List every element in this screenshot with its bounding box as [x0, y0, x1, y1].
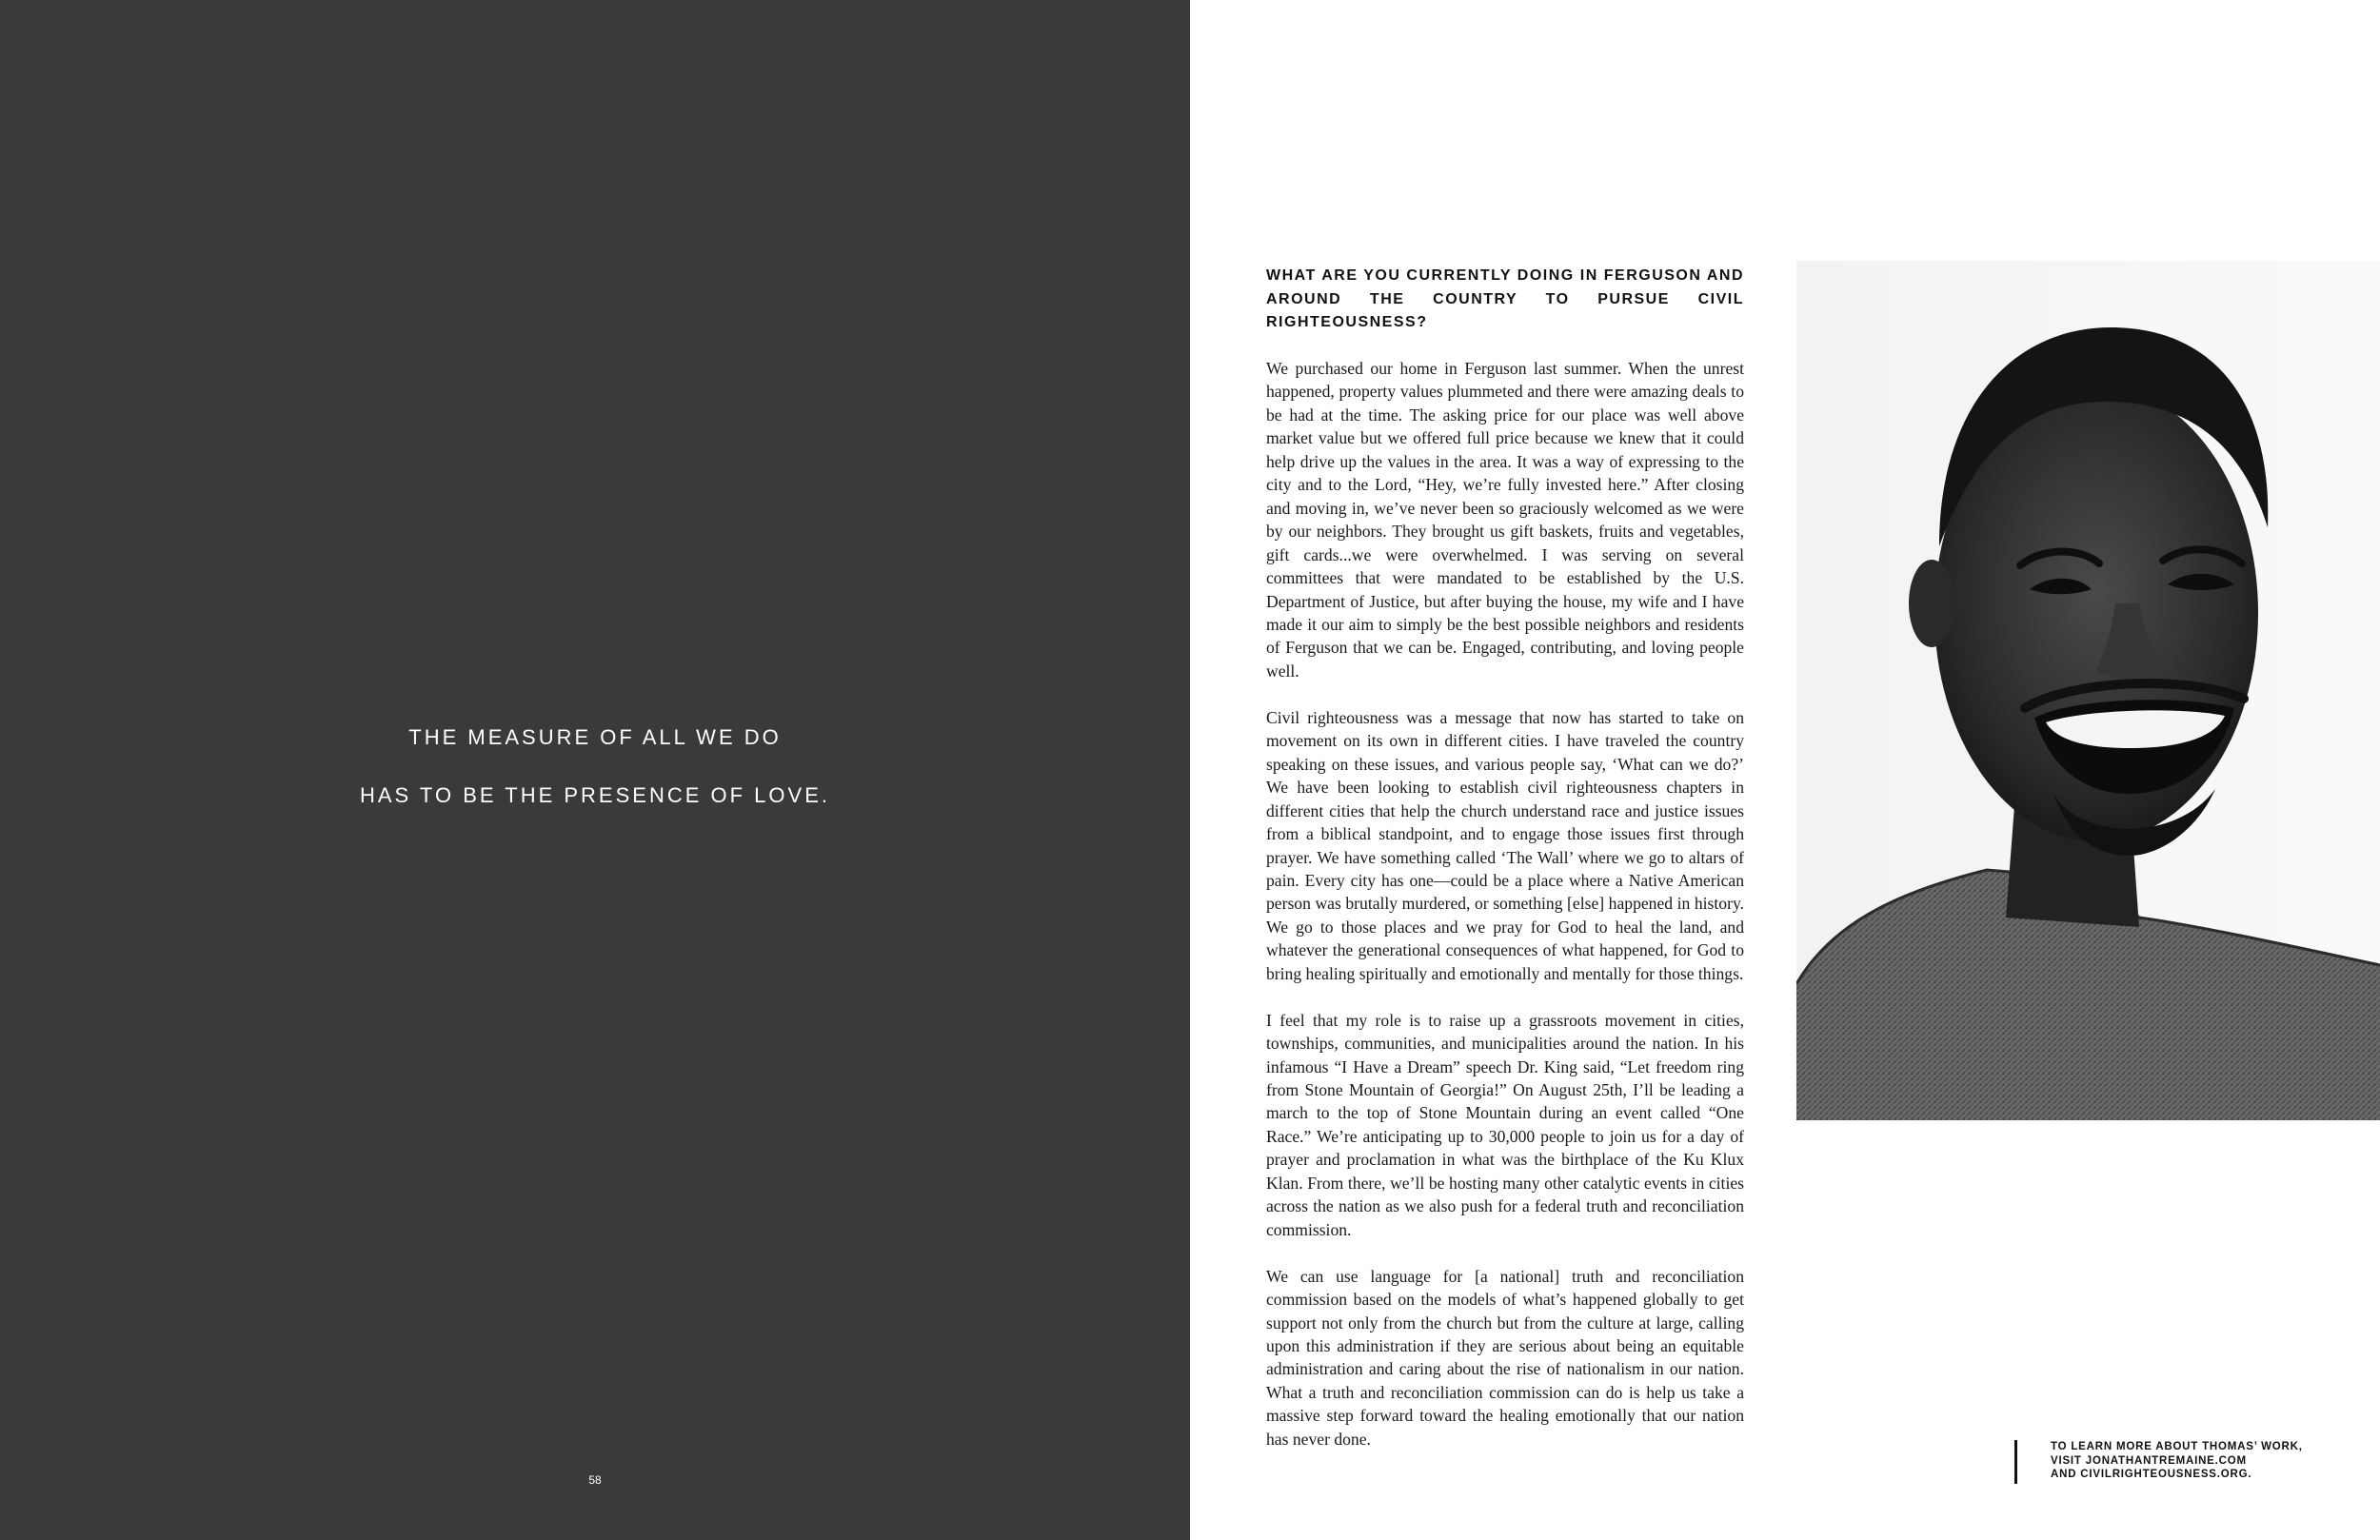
page-number: 58: [588, 1473, 602, 1487]
answer-paragraph-1: We purchased our home in Ferguson last summer. When the unrest happened, property values plummeted and there were amazing deals to be had at the time. The asking price for our place was well above market value but we offered full price because we knew that it could help drive up the values in the area. It was a way of expressing to the city and to the Lord, “Hey, we’re fully invested here.” After closing and moving in, we’ve never been so graciously welcomed as we were by our neighbors. They brought us gift baskets, fruits and vegetables, gift cards...we were overwhelmed. I was serving on several committees that were mandated to be established by the U.S. Department of Justice, but after buying the house, my wife and I have made it our aim to simply be the best possible neighbors and residents of Ferguson that we can be. Engaged, contributing, and loving people well.: [1266, 359, 1744, 681]
pull-quote-line-1: THE MEASURE OF ALL WE DO: [408, 725, 782, 749]
interview-question: WHAT ARE YOU CURRENTLY DOING IN FERGUSON AND AROUND THE COUNTRY TO PURSUE CIVIL RIGHTEOUSNESS?: [1266, 267, 1744, 330]
interview-answer: [1266, 357, 1744, 1474]
pull-quote-line-2: HAS TO BE THE PRESENCE OF LOVE.: [359, 783, 830, 807]
footnote-line-1: TO LEARN MORE ABOUT THOMAS’ WORK,: [2051, 1441, 2303, 1452]
answer-paragraph-4: We can use language for [a national] truth and reconciliation commission based on the models of what’s happened globally to get support not only from the church but from the culture at large, calling upon this administration if they are serious about being an equitable administration and caring about the rise of nationalism in our nation. What a truth and reconciliation commission can do is help us take a massive step forward toward the healing emotionally that our nation has never done.: [1266, 1266, 1744, 1449]
footnote: [2051, 1440, 2365, 1482]
answer-paragraph-3: I feel that my role is to raise up a grassroots movement in cities, townships, communities, and municipalities around the nation. In his infamous “I Have a Dream” speech Dr. King said, “Let freedom ring from Stone Mountain of Georgia!” On August 25th, I’ll be leading a march to the top of Stone Mountain during an event called “One Race.” We’re anticipating up to 30,000 people to join us for a day of prayer and proclamation in what was the birthplace of the Ku Klux Klan. From there, we’ll be hosting many other catalytic events in cities across the nation as we also push for a federal truth and reconciliation commission.: [1266, 1010, 1744, 1239]
portrait-photo: [1796, 261, 2380, 1120]
footnote-divider: [2014, 1440, 2017, 1484]
right-page: [1190, 0, 2380, 1540]
footnote-line-2[interactable]: VISIT JONATHANTREMAINE.COM: [2051, 1454, 2247, 1467]
answer-paragraph-2: Civil righteousness was a message that now has started to take on movement on its own in different cities. I have traveled the country speaking on these issues, and various people say, ‘What can we do?’ We have been looking to establish civil righteousness chapters in different cities that help the church understand race and justice issues from a biblical standpoint, and to engage those issues first through prayer. We have something called ‘The Wall’ where we go to altars of pain. Every city has one—could be a place where a Native American person was brutally murdered, or something [else] happened in history. We go to those places and we pray for God to heal the land, and whatever the generational consequences of what happened, for God to bring healing spiritually and emotionally and mentally for those things.: [1266, 707, 1744, 983]
footnote-line-3[interactable]: AND CIVILRIGHTEOUSNESS.ORG.: [2051, 1469, 2252, 1480]
